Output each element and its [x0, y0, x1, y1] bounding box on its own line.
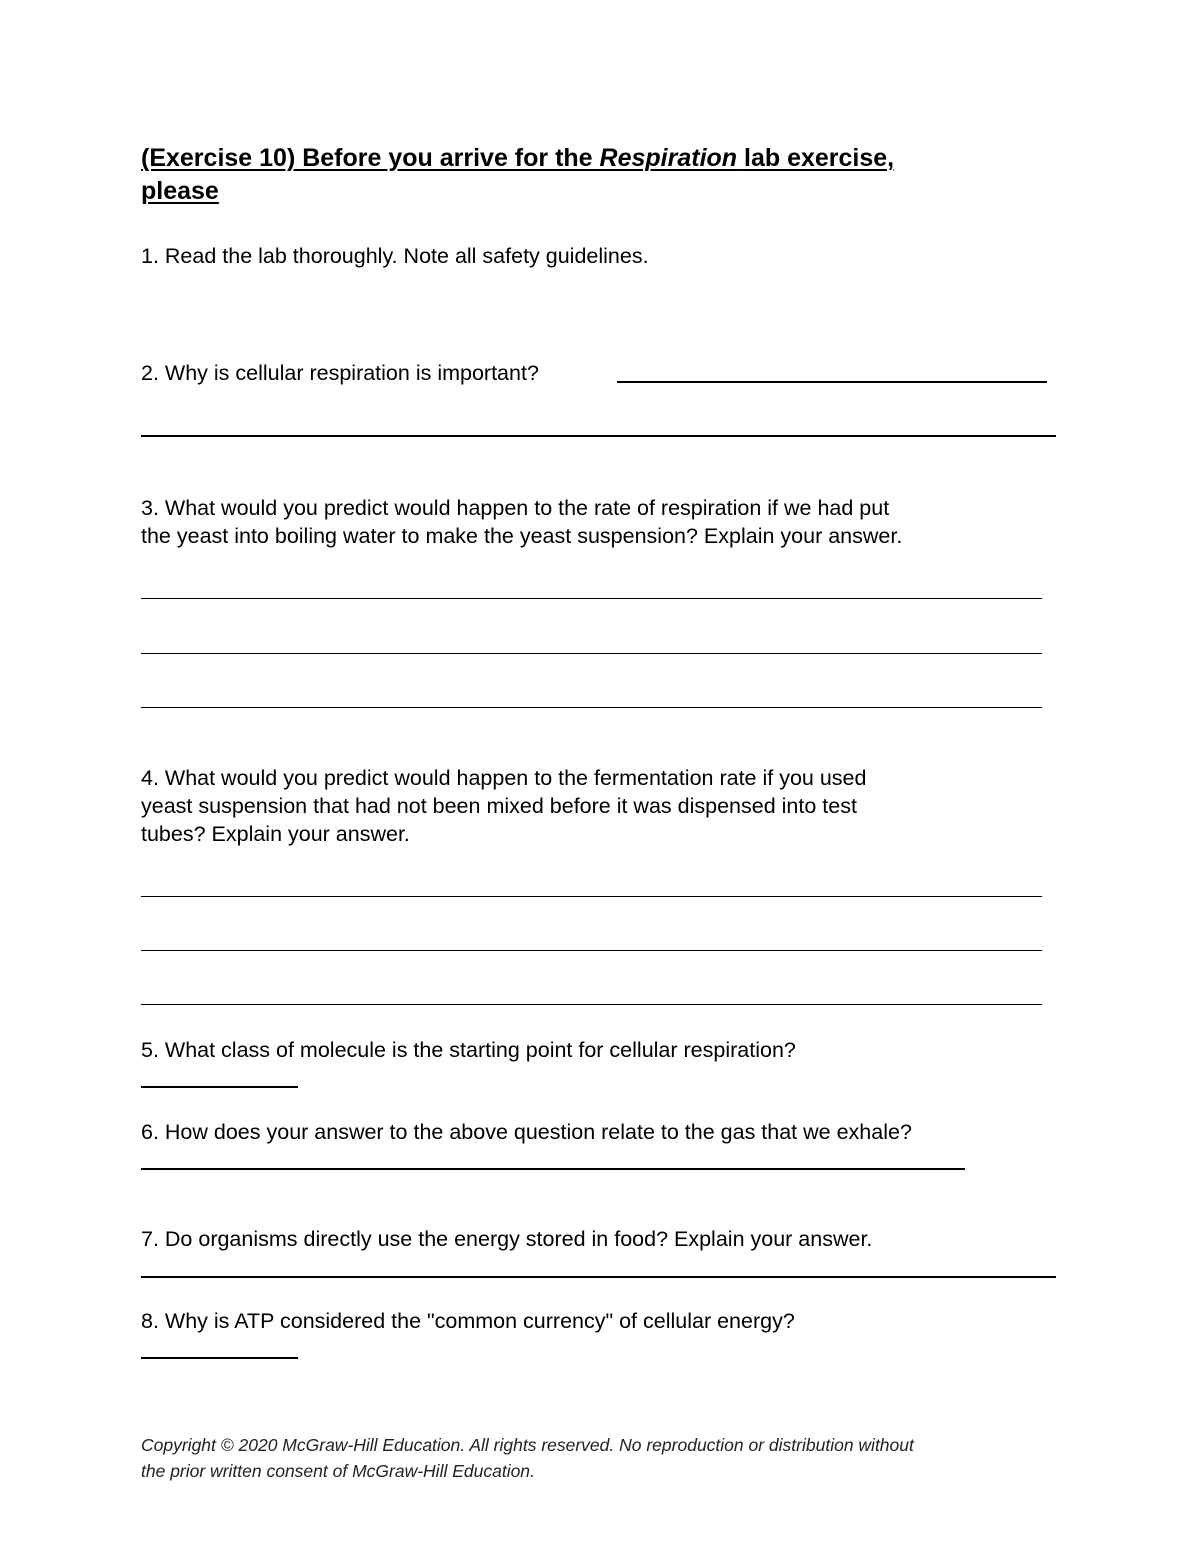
- title-suffix: lab exercise,: [737, 144, 895, 172]
- answer-line-q3-1[interactable]: [141, 598, 1042, 599]
- question-5: 5. What class of molecule is the starting point for cellular respiration?: [141, 1038, 796, 1062]
- question-4-line-1: 4. What would you predict would happen to the fermentation rate if you used: [141, 766, 867, 790]
- page-title-line2: please: [141, 177, 219, 205]
- title-emphasis: Respiration: [599, 144, 738, 172]
- answer-line-q2-inline[interactable]: [617, 381, 1047, 383]
- footer-line-2: the prior written consent of McGraw-Hill Education.: [141, 1461, 535, 1481]
- answer-line-q2[interactable]: [141, 435, 1056, 437]
- answer-line-q3-2[interactable]: [141, 653, 1042, 654]
- question-8: 8. Why is ATP considered the "common currency" of cellular energy?: [141, 1309, 795, 1333]
- question-6: 6. How does your answer to the above question relate to the gas that we exhale?: [141, 1120, 912, 1144]
- question-2: 2. Why is cellular respiration is important?: [141, 361, 539, 385]
- answer-line-q3-3[interactable]: [141, 707, 1042, 708]
- answer-line-q5[interactable]: [141, 1086, 298, 1088]
- footer-line-1: Copyright © 2020 McGraw-Hill Education. All rights reserved. No reproduction or distribution without: [141, 1435, 914, 1455]
- answer-line-q4-3[interactable]: [141, 1004, 1042, 1005]
- answer-line-q8[interactable]: [141, 1357, 298, 1359]
- copyright-footer: [141, 1432, 1071, 1484]
- question-7: 7. Do organisms directly use the energy stored in food? Explain your answer.: [141, 1227, 873, 1251]
- page-title: [141, 142, 894, 175]
- question-4-line-2: yeast suspension that had not been mixed before it was dispensed into test: [141, 794, 857, 818]
- answer-line-q4-2[interactable]: [141, 950, 1042, 951]
- answer-line-q7[interactable]: [141, 1276, 1056, 1278]
- answer-line-q6[interactable]: [141, 1168, 965, 1170]
- answer-line-q4-1[interactable]: [141, 896, 1042, 897]
- question-3-line-1: 3. What would you predict would happen to the rate of respiration if we had put: [141, 496, 890, 520]
- question-4-line-3: tubes? Explain your answer.: [141, 822, 410, 846]
- question-3-line-2: the yeast into boiling water to make the yeast suspension? Explain your answer.: [141, 524, 903, 548]
- question-1: 1. Read the lab thoroughly. Note all safety guidelines.: [141, 244, 649, 268]
- title-prefix: (Exercise 10) Before you arrive for the: [141, 144, 600, 172]
